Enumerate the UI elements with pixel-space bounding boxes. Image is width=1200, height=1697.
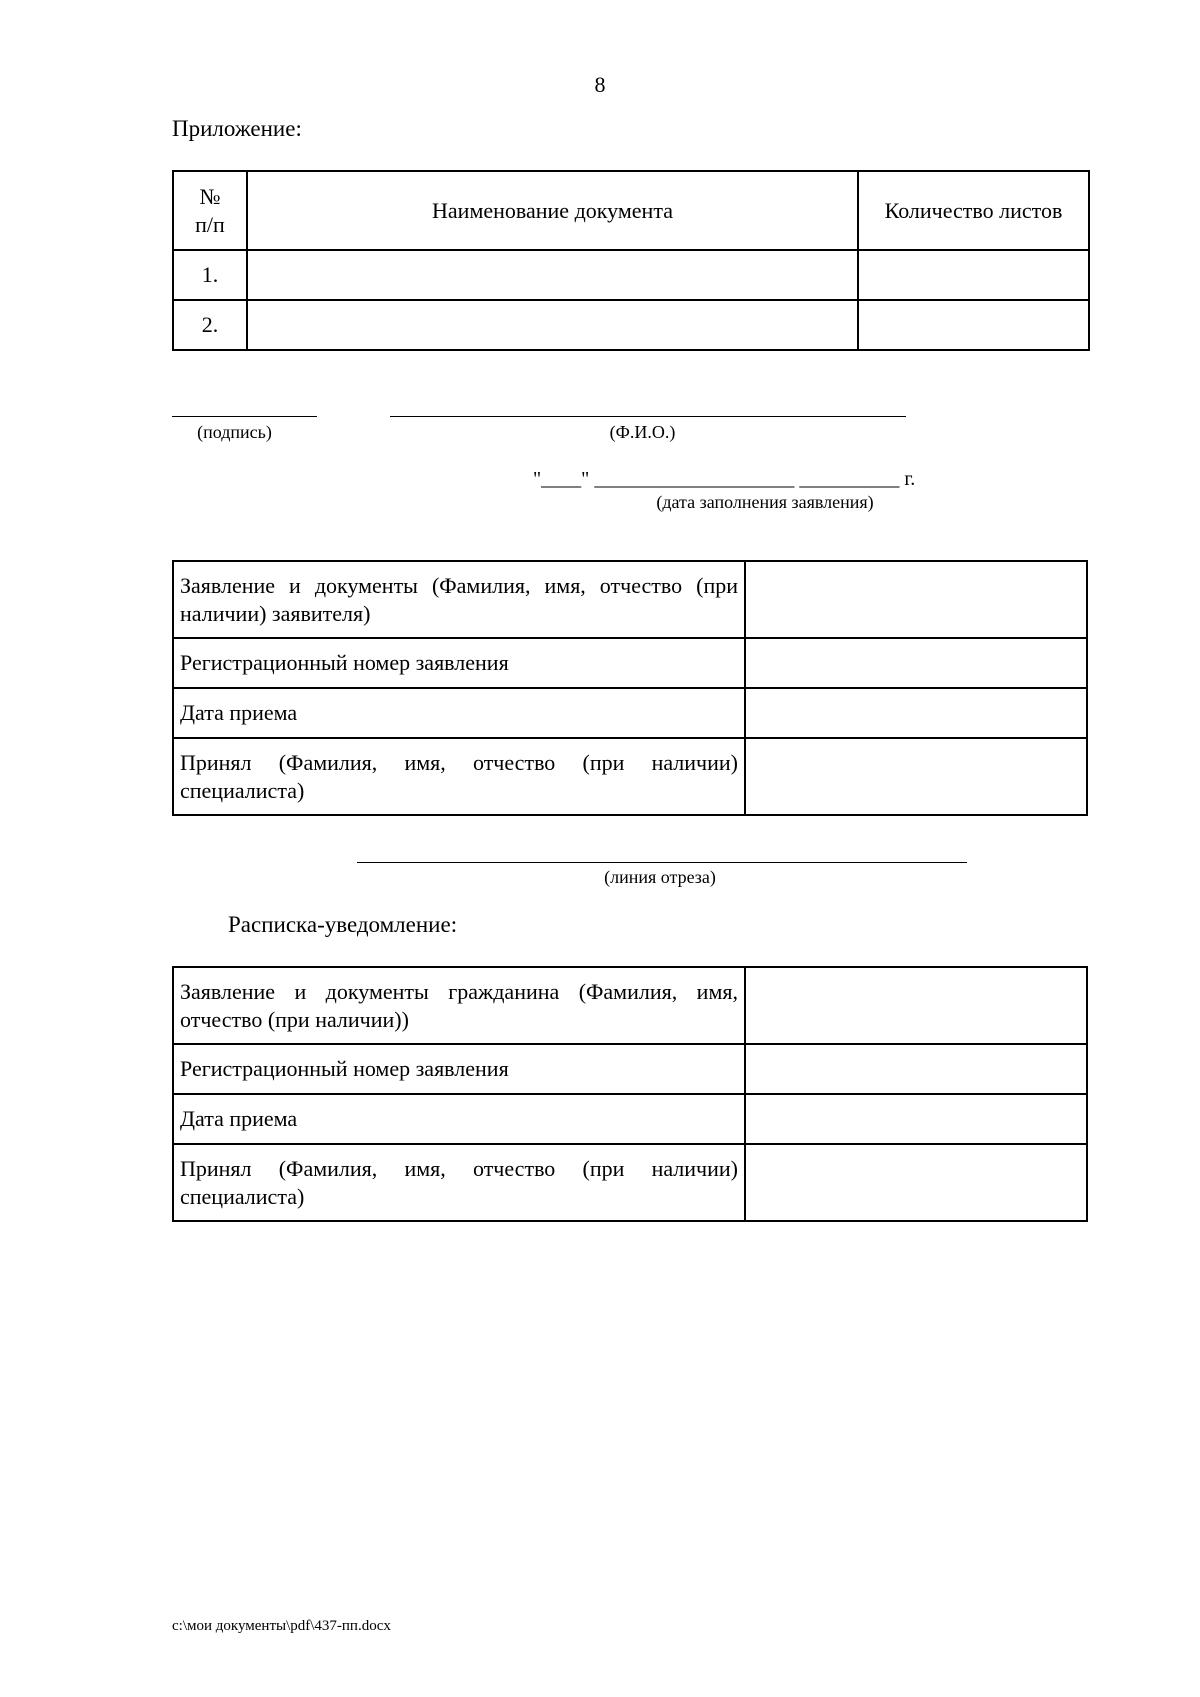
sheet-count-cell [858,300,1089,350]
attachment-heading: Приложение: [172,116,302,141]
table-row [173,561,1087,638]
cut-line-caption: (линия отреза) [604,867,716,887]
receipt-table-citizen [172,966,1088,1222]
reception-date-value [745,688,1087,738]
fio-caption: (Ф.И.О.) [609,422,676,442]
table-row [173,738,1087,815]
registration-number-value [745,1044,1087,1094]
table-row [173,250,1089,300]
table-row [173,1094,1087,1144]
date-caption: (дата заполнения заявления) [656,492,874,512]
document-name-cell [247,300,858,350]
row-number: 2. [173,300,247,350]
citizen-documents-value [745,967,1087,1044]
cut-line [357,862,967,863]
table-row [173,1144,1087,1221]
reception-date-label: Дата приема [173,1094,745,1144]
applicant-documents-label: Заявление и документы (Фамилия, имя, отчество (при наличии) заявителя) [173,561,745,638]
notice-heading: Расписка-уведомление: [228,912,458,937]
page-number: 8 [594,72,606,97]
table-row [173,300,1089,350]
reception-date-value [745,1094,1087,1144]
registration-number-value [745,638,1087,688]
document-name-cell [247,250,858,300]
accepted-by-value [745,738,1087,815]
column-header-document-name: Наименование документа [247,171,858,250]
footer-file-path: c:\мои документы\pdf\437-пп.docx [172,1618,391,1634]
signature-line [172,416,317,417]
accepted-by-value [745,1144,1087,1221]
citizen-documents-label: Заявление и документы гражданина (Фамилия, имя, отчество (при наличии)) [173,967,745,1044]
accepted-by-label: Принял (Фамилия, имя, отчество (при наличии) специалиста) [173,1144,745,1221]
table-row [173,967,1087,1044]
signature-caption: (подпись) [197,422,272,442]
date-line: "____" ____________________ __________ г. [533,468,916,490]
receipt-table-applicant [172,560,1088,816]
column-header-number: № п/п [173,171,247,250]
column-header-sheet-count: Количество листов [858,171,1089,250]
table-row [173,638,1087,688]
reception-date-label: Дата приема [173,688,745,738]
applicant-documents-value [745,561,1087,638]
attachments-table [172,170,1090,351]
registration-number-label: Регистрационный номер заявления [173,1044,745,1094]
table-row [173,688,1087,738]
table-row [173,1044,1087,1094]
sheet-count-cell [858,250,1089,300]
fio-line [390,416,906,417]
registration-number-label: Регистрационный номер заявления [173,638,745,688]
accepted-by-label: Принял (Фамилия, имя, отчество (при наличии) специалиста) [173,738,745,815]
row-number: 1. [173,250,247,300]
table-header-row [173,171,1089,250]
